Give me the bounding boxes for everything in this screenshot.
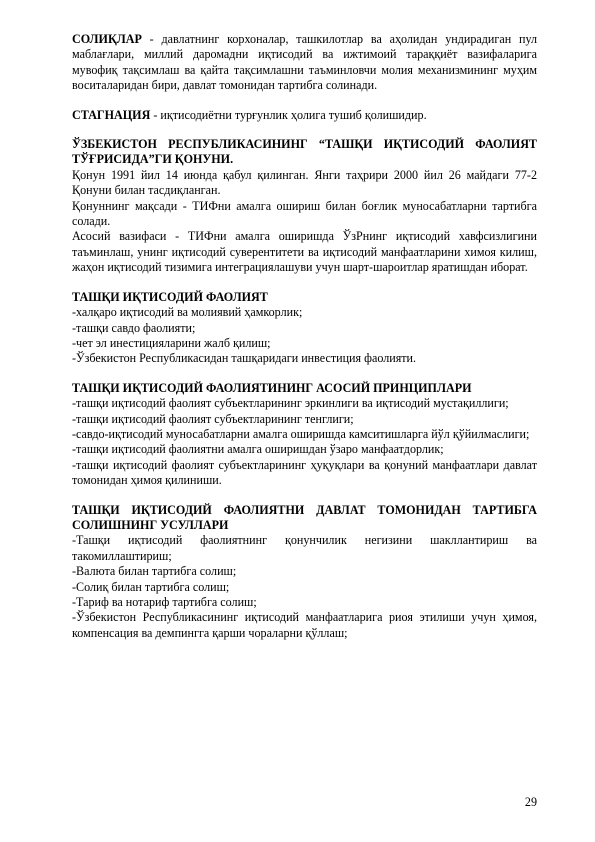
section-tif	[72, 290, 537, 367]
stagnatsiya-term: СТАГНАЦИЯ	[72, 107, 151, 122]
list-item: -Валюта билан тартибга солиш;	[72, 564, 237, 579]
list-item: -Ташқи иқтисодий фаолиятнинг қонунчилик негизини шакллантириш ва такомиллаштириш;	[72, 533, 537, 563]
section-qonun	[72, 137, 537, 276]
qonun-paragraph-task: Асосий вазифаси - ТИФни амалга оширишда ЎзРнинг иқтисодий хавфсизлигини таъминлаш, унинг иқтисодий суверентитети ва иқтисодий манфаатларини химоя килиш, жаҳон иқтисодий тизимига интеграциялашуви учун шарт-шароитлар яратишдан иборат.	[72, 229, 537, 275]
section-soliqlar	[72, 32, 537, 94]
list-item: -Тариф ва нотариф тартибга солиш;	[72, 595, 257, 609]
soliqlar-term: СОЛИҚЛАР	[72, 32, 142, 46]
soliqlar-paragraph	[72, 32, 537, 94]
list-item: -ташқи иқтисодий фаолият субъектларининг эркинлиги ва иқтисодий мустақиллиги;	[72, 396, 509, 411]
document-page	[72, 32, 537, 655]
list-item: -Солиқ билан тартибга солиш;	[72, 579, 230, 594]
section-principles	[72, 381, 537, 489]
list-item: -халқаро иқтисодий ва молиявий ҳамкорлик;	[72, 305, 303, 320]
stagnatsiya-paragraph	[72, 108, 537, 123]
list-item: -чет эл инестицияларини жалб қилиш;	[72, 335, 271, 350]
qonun-paragraph-adoption: Қонун 1991 йил 14 июнда қабул қилинган. Янги таҳрири 2000 йил 26 майдаги 77-2 Қонуни билан тасдиқланган.	[72, 167, 537, 198]
methods-heading: ТАШҚИ ИҚТИСОДИЙ ФАОЛИЯТНИ ДАВЛАТ ТОМОНИДАН ТАРТИБГА СОЛИШНИНГ УСУЛЛАРИ	[72, 502, 537, 532]
soliqlar-definition: - давлатнинг корхоналар, ташкилотлар ва аҳолидан ундирадиган пул маблағлари, миллий даромадни иқтисодий ва ижтимоий тараққиёт вазифаларига мувофиқ тақсимлаш ва қайта тақсимлашни таъминловчи молия механизмининг муҳим воситаларидан бири, давлат томонидан тартибга солинади.	[72, 32, 537, 93]
list-item: -Ўзбекистон Республикасидан ташқаридаги инвестиция фаолияти.	[72, 351, 417, 366]
list-item: -ташқи савдо фаолияти;	[72, 320, 196, 335]
tif-heading: ТАШҚИ ИҚТИСОДИЙ ФАОЛИЯТ	[72, 289, 268, 304]
qonun-heading: ЎЗБЕКИСТОН РЕСПУБЛИКАСИНИНГ “ТАШҚИ ИҚТИСОДИЙ ФАОЛИЯТ ТЎҒРИСИДА”ГИ ҚОНУНИ.	[72, 137, 537, 167]
qonun-paragraph-purpose: Қонуннинг мақсади - ТИФни амалга ошириш билан боғлик муносабатларни тартибга солади.	[72, 198, 537, 229]
list-item: -ташқи иқтисодий фаолият субъектларининг тенглиги;	[72, 411, 354, 426]
principles-heading: ТАШҚИ ИҚТИСОДИЙ ФАОЛИЯТИНИНГ АСОСИЙ ПРИНЦИПЛАРИ	[72, 380, 472, 395]
section-methods	[72, 503, 537, 642]
list-item: -ташқи иқтисодий фаолиятни амалга оширишдан ўзаро манфаатдорлик;	[72, 442, 444, 457]
list-item: -ташқи иқтисодий фаолият субъектларининг ҳуқуқлари ва қонуний манфаатлари давлат томонидан ҳимоя қилиниши.	[72, 457, 537, 488]
page-number: 29	[524, 795, 537, 809]
stagnatsiya-definition: - иқтисодиётни турғунлик ҳолига тушиб қолишидир.	[150, 107, 427, 122]
section-stagnatsiya	[72, 108, 537, 123]
list-item: -савдо-иқтисодий муносабатларни амалга оширишда камситишларга йўл қўйилмаслиги;	[72, 426, 530, 441]
list-item: -Ўзбекистон Республикасининг иқтисодий манфаатларига риоя этилиши учун ҳимоя, компенсация ва демпингга қарши чораларни қўллаш;	[72, 610, 537, 640]
